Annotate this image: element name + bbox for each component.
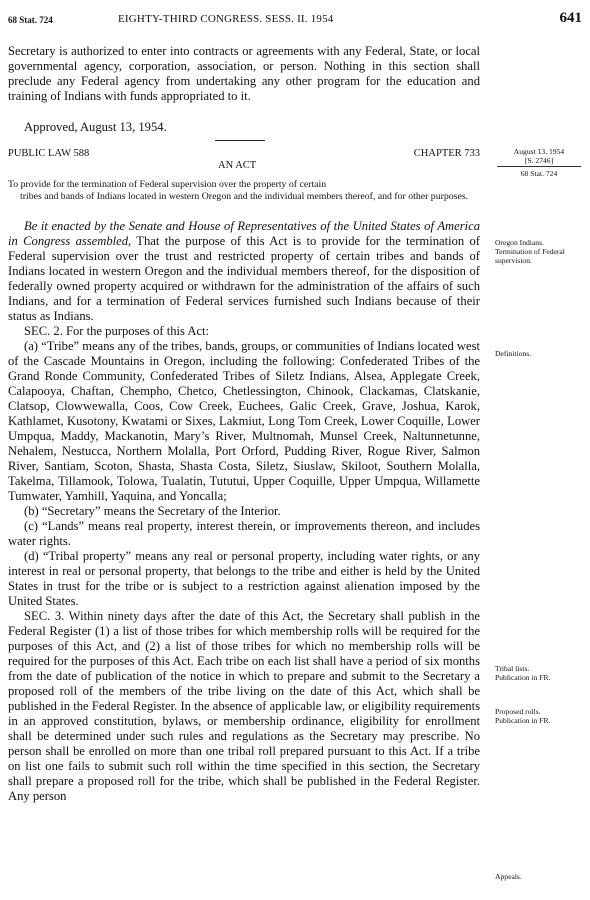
act-purpose [8, 179, 480, 202]
section-2-a: (a) “Tribe” means any of the tribes, bands, groups, or communities of Indians located west of the Cascade Mountains in Oregon, including the following: Confederated Tribes of the Grand Ronde Community, Confederated Tribes of Siletz Indians, Alsea, Applegate Creek, Calapooya, Chaftan, Chempho, Chetco, Chetlessington, Chinook, Clackamas, Clatskanie, Clatsop, Clowwewalla, Coos, Cow Creek, Euchees, Galic Creek, Grave, Joshua, Karok, Kathlamet, Kusotony, Kwatami or Sixes, Lakmiut, Long Tom Creek, Lower Coquille, Lower Umpqua, Maddy, Mackanotin, Mary’s River, Multnomah, Munsel Creek, Naltunnetunne, Nehalem, Nestucca, Northern Molalla, Port Orford, Pudding River, Rogue River, Salmon River, Santiam, Scoton, Shasta, Shasta Costa, Siletz, Siuslaw, Skiloot, Southern Molalla, Takelma, Tillamook, Tolowa, Tualatin, Tututui, Upper Coquille, Upper Umpqua, Willamette Tumwater, Yamhill, Yaquina, and Yoncalla; [8, 339, 480, 503]
header-congress-session: EIGHTY-THIRD CONGRESS. SESS. II. 1954 [118, 13, 334, 25]
margin-termination: Termination of Federal supervision. [495, 247, 565, 265]
margin-proposed-rolls: Proposed rolls. [495, 707, 541, 716]
enacting-italic: Be it enacted by the Senate and House of Representatives of the United States of America in Congress assembled, [8, 219, 480, 248]
page-number: 641 [559, 10, 582, 26]
margin-date: August 13, 1954 [513, 147, 565, 156]
margin-bill: [S. 2746] [524, 156, 554, 165]
enacting-clause [8, 219, 480, 324]
margin-note-appeals: Appeals. [495, 872, 522, 881]
margin-note-oregon [495, 238, 587, 265]
margin-tribal-lists: Tribal lists. [495, 664, 530, 673]
public-law-number: PUBLIC LAW 588 [8, 148, 90, 159]
act-body [8, 219, 480, 804]
margin-note-proposed-rolls [495, 707, 587, 725]
approved-date: Approved, August 13, 1954. [24, 120, 167, 134]
margin-note-definitions: Definitions. [495, 349, 532, 358]
page-header [8, 10, 582, 26]
section-2-b: (b) “Secretary” means the Secretary of the Interior. [24, 504, 281, 518]
act-title: AN ACT [218, 160, 257, 171]
purpose-line-rest: tribes and bands of Indians located in western Oregon and the individual members thereof, and for other purposes. [20, 190, 469, 202]
margin-ref-block [497, 147, 581, 167]
margin-publication-2: Publication in FR. [495, 716, 551, 725]
section-2-d: (d) “Tribal property” means any real or personal property, including water rights, or any interest in real or personal property, that belongs to the tribe and either is held by the United States in trust for the tribe or is subject to a restriction against alienation imposed by the United States. [8, 549, 480, 608]
chapter-number: CHAPTER 733 [413, 148, 480, 159]
margin-note-tribal-lists [495, 664, 587, 682]
enacting-purpose: That the purpose of this Act is to provide for the termination of Federal supervision over the trust and restricted property of certain tribes and bands of Indians located in western Oregon and the individual members thereof, for the disposition of federally owned property acquired or withdrawn for the administration of the affairs of such Indians, and for a termination of Federal services furnished such Indians because of their status as Indians. [8, 234, 480, 323]
section-2-intro: SEC. 2. For the purposes of this Act: [24, 324, 210, 338]
section-divider [215, 140, 265, 141]
section-3: SEC. 3. Within ninety days after the date of this Act, the Secretary shall publish in the Federal Register (1) a list of those tribes for which membership rolls will be required for the purposes of this Act, and (2) a list of those tribes for which no membership rolls will be required for the purposes of this Act. Each tribe on each list shall have a period of six months from the date of publication of the notice in which to prepare and submit to the Secretary a proposed roll of the members of the tribe living on the date of this Act, which shall be published in the Federal Register. In the absence of applicable law, or eligibility requirements in an approved constitution, bylaws, or membership ordinance, eligibility for enrollment shall be determined under such rules and regulations as the Secretary may prescribe. No person shall be enrolled on more than one tribal roll prepared pursuant to this Act. If a tribe on list one fails to submit such roll within the time specified in this section, the Secretary shall prepare a proposed roll for the tribe, which shall be published in the Federal Register. Any person [8, 609, 480, 803]
margin-publication-1: Publication in FR. [495, 673, 551, 682]
margin-oregon-indians: Oregon Indians. [495, 238, 544, 247]
intro-text: Secretary is authorized to enter into contracts or agreements with any Federal, State, or local governmental agency, corporation, association, or person. Nothing in this section shall preclude any Federal agency from undertaking any other program for the education and training of Indians with funds appropriated to it. [8, 44, 480, 103]
margin-stat: 68 Stat. 724 [520, 169, 558, 178]
margin-enactment-ref [497, 147, 581, 178]
purpose-line-1: To provide for the termination of Federal supervision over the property of certain [8, 179, 327, 190]
intro-paragraph [8, 44, 480, 104]
section-2-c: (c) “Lands” means real property, interest therein, or improvements thereon, and includes water rights. [8, 519, 480, 548]
header-stat-ref: 68 Stat. 724 [8, 15, 53, 25]
